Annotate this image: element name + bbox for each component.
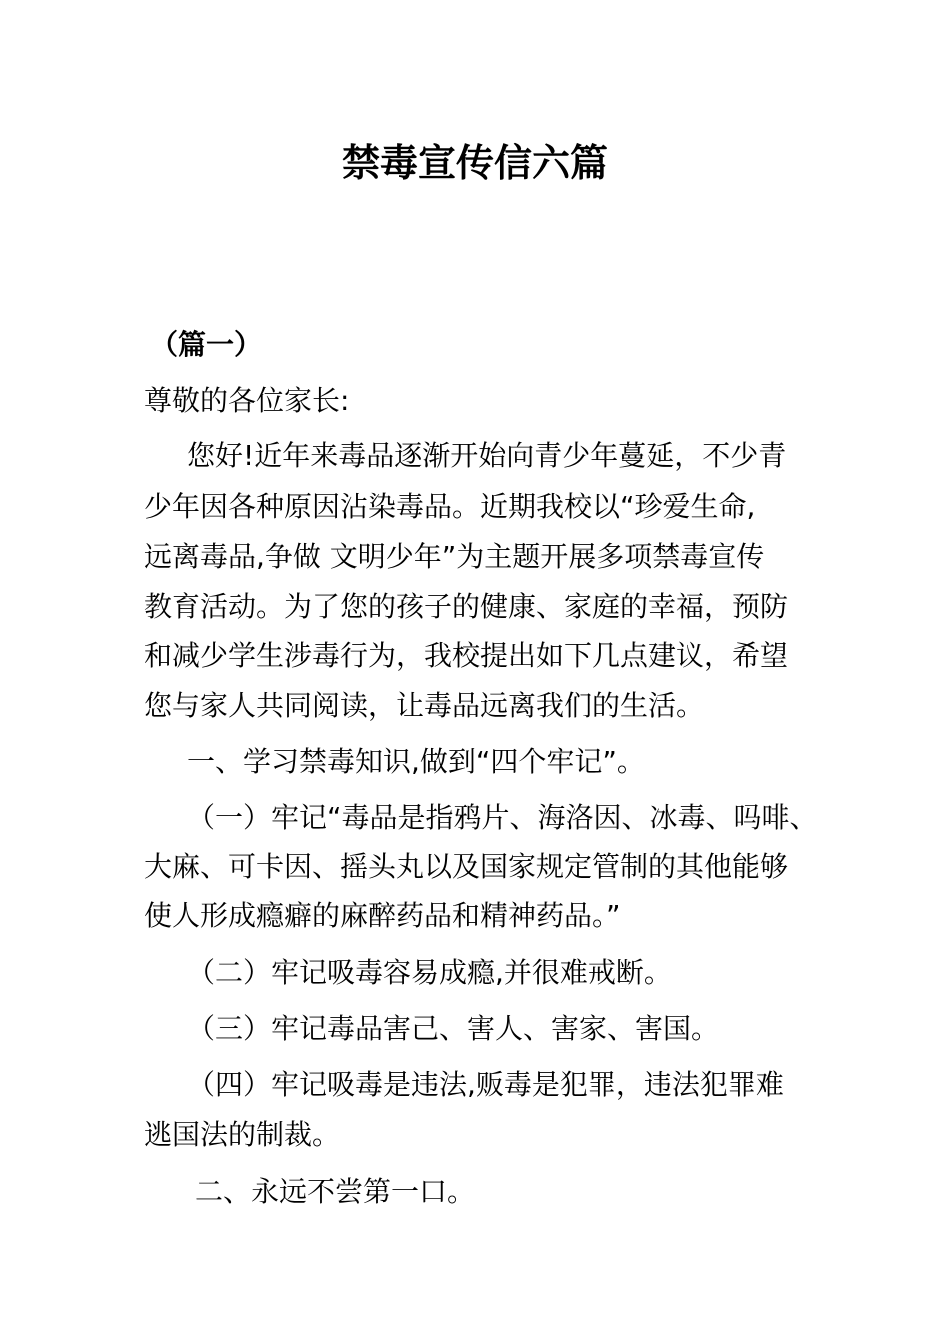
list-item: （三）牢记毒品害己、害人、害家、害国。: [187, 1012, 720, 1045]
document-title: 禁毒宣传信六篇: [341, 141, 608, 185]
list-item: （二）牢记吸毒容易成瘾,并很难戒断。: [187, 956, 672, 989]
paragraph-line: 您好!近年来毒品逐渐开始向青少年蔓延，不少青: [187, 439, 787, 472]
list-heading: 二、永远不尝第一口。: [195, 1175, 476, 1208]
list-item-continued: 使人形成瘾癖的麻醉药品和精神药品。”: [144, 899, 621, 932]
paragraph-line: 少年因各种原因沾染毒品。近期我校以“珍爱生命,: [144, 490, 756, 523]
paragraph-line: 和减少学生涉毒行为，我校提出如下几点建议，希望: [144, 639, 789, 672]
list-heading: 一、学习禁毒知识,做到“四个牢记”。: [187, 745, 645, 778]
list-item: （一）牢记“毒品是指鸦片、海洛因、冰毒、吗啡、: [187, 801, 818, 834]
list-item-continued: 逃国法的制裁。: [144, 1118, 341, 1151]
paragraph-line: 远离毒品,争做 文明少年”为主题开展多项禁毒宣传: [144, 540, 765, 573]
list-item: （四）牢记吸毒是违法,贩毒是犯罪，违法犯罪难: [187, 1068, 784, 1101]
section-heading: （篇一）: [150, 328, 263, 361]
paragraph-line: 教育活动。为了您的孩子的健康、家庭的幸福，预防: [144, 590, 789, 623]
paragraph-line: 您与家人共同阅读，让毒品远离我们的生活。: [144, 689, 705, 722]
list-item-continued: 大麻、可卡因、摇头丸以及国家规定管制的其他能够: [144, 850, 789, 883]
salutation: 尊敬的各位家长:: [144, 384, 350, 417]
